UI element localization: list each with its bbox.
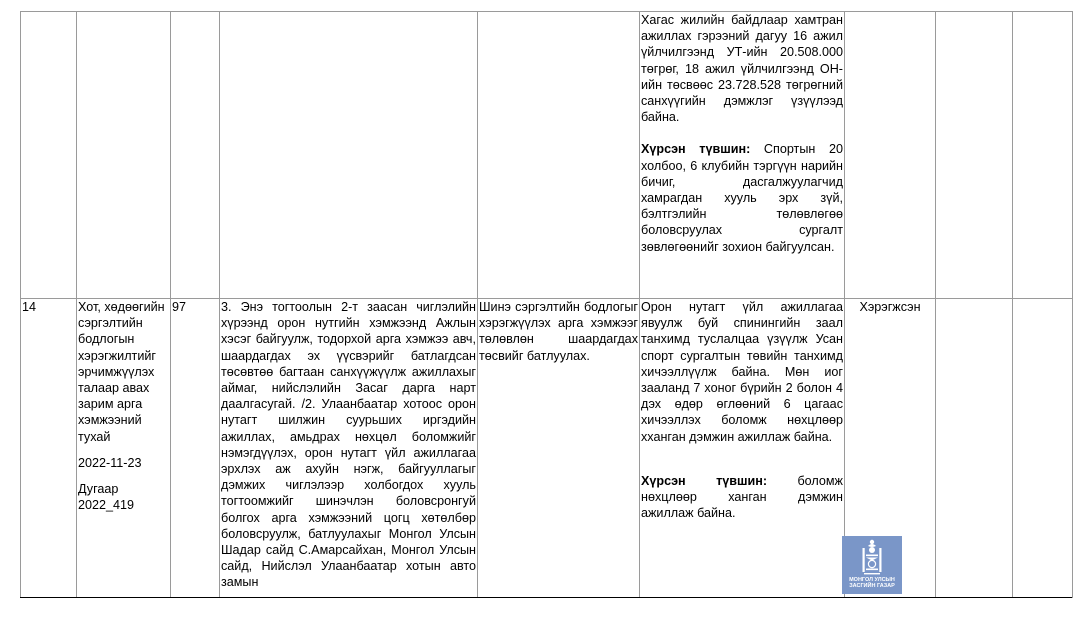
cell-extra-1 [936,12,1013,299]
logo-line-2: ЗАСГИЙН ГАЗАР [849,583,895,589]
cell-clause-text [220,299,478,598]
decision-date: 2022-11-23 [78,455,142,470]
table-row-previous [21,12,1073,299]
measure-text: Шинэ сэргэлтийн бодлогыг хэрэгжүүлэх арга хэмжээг төлөвлөн шаардагдах төсвийг батлуулах. [479,300,638,363]
decision-no: 2022_419 [78,498,135,513]
result-level-paragraph [641,141,843,254]
report-table [20,11,1073,598]
result-level-paragraph [641,473,843,522]
cell-result [640,299,845,598]
row-number: 14 [22,300,37,314]
cell-extra-2 [1013,12,1073,299]
cell-clause-text [220,12,478,299]
clause-text: 3. Энэ тогтоолын 2-т заасан чиглэлийн хүрээнд орон нутгийн хэмжээнд Ажлын хэсэг байгуулж, тодорхой арга хэмжээ авч, шаардагдах эх үүсвэрийг батлагдсан төсөвтөө багтаан санхүүжүүлж ажиллахыг аймаг, нийслэлийн Засаг дарга нарт даалгасугай. /2. Улаанбаатар хотоос орон нутагт шилжин суурьших иргэдийн ажиллах, амьдрах нөхцөл боломжийг нэмэгдүүлэх, орон нутагт үйл ажиллагаа эрхлэх аж ахуйн нэгж, байгууллагыг дэмжих чиглэлээр холбогдох хууль тогтоомжийг шинэчлэн боловсронгуй болгох арга хэмжээний цогц хөтөлбөр боловсруулж, батлуулахыг Монгол Улсын Шадар сайд С.Амарсайхан, Монгол Улсын сайд, Нийслэл Улаанбаатар хотын авто замын [221,300,476,590]
decision-no-label: Дугаар [78,482,119,497]
result-level-label: Хүрсэн түвшин: [641,142,751,157]
cell-result [640,12,845,299]
result-level-text: боломж нөхцлөөр ханган дэмжин ажиллаж байна. [641,473,843,521]
cell-measure [478,299,640,598]
cell-decision [77,12,171,299]
bottom-rule [20,597,1072,598]
cell-extra-2 [1013,299,1073,598]
cell-measure [478,12,640,299]
cell-decision [77,299,171,598]
cell-extra-1 [936,299,1013,598]
logo-line-1: МОНГОЛ УЛСЫН [849,577,895,583]
clause-number: 97 [172,300,187,314]
status-text: Хэрэгжсэн [859,300,921,314]
result-paragraph: Хагас жилийн байдлаар хамтран ажиллах гэрээний дагуу 16 ажил үйлчилгээнд УТ-ийн 20.508.000 төгрөг, 18 ажил үйлчилгээнд ОН-ийн төсвөөс 23.728.528 төгрөгний санхүүгийн дэмжлэг үзүүлээд байна. [641,13,843,125]
result-text: Орон нутагт үйл ажиллагаа явуулж буй спинингийн заал танхимд туслалцаа үзүүлж Усан спорт сургалтын төвийн танхимд хичээллүүлж байна. Мөн иог зааланд 7 хоног бүрийн 2 болон 4 дэх өдөр өглөөний 6 цагаас хичээллэх боломж нөхцлөөр хханган дэмжин ажиллаж байна. [641,300,843,444]
result-level-label: Хүрсэн түвшин: [641,473,768,488]
cell-number [21,12,77,299]
government-logo [842,536,902,594]
cell-clause-no [171,299,220,598]
cell-number [21,299,77,598]
decision-title: Хот, хөдөөгийн сэргэлтийн бодлогын хэрэгжилтийг эрчимжүүлэх талаар авах зарим арга хэмжээний тухай [78,300,165,444]
cell-clause-no [171,12,220,299]
result-level-text: Спортын 20 холбоо, 6 клубийн тэргүүн нарийн бичиг, дасгалжуулагчид хамрагдан хууль эрх зүй, бэлтгэлийн төлөвлөгөө боловсруулах сургалт зөвлөгөөнийг зохион байгуулсан. [641,142,843,254]
table-row-14 [21,299,1073,598]
cell-status [845,12,936,299]
